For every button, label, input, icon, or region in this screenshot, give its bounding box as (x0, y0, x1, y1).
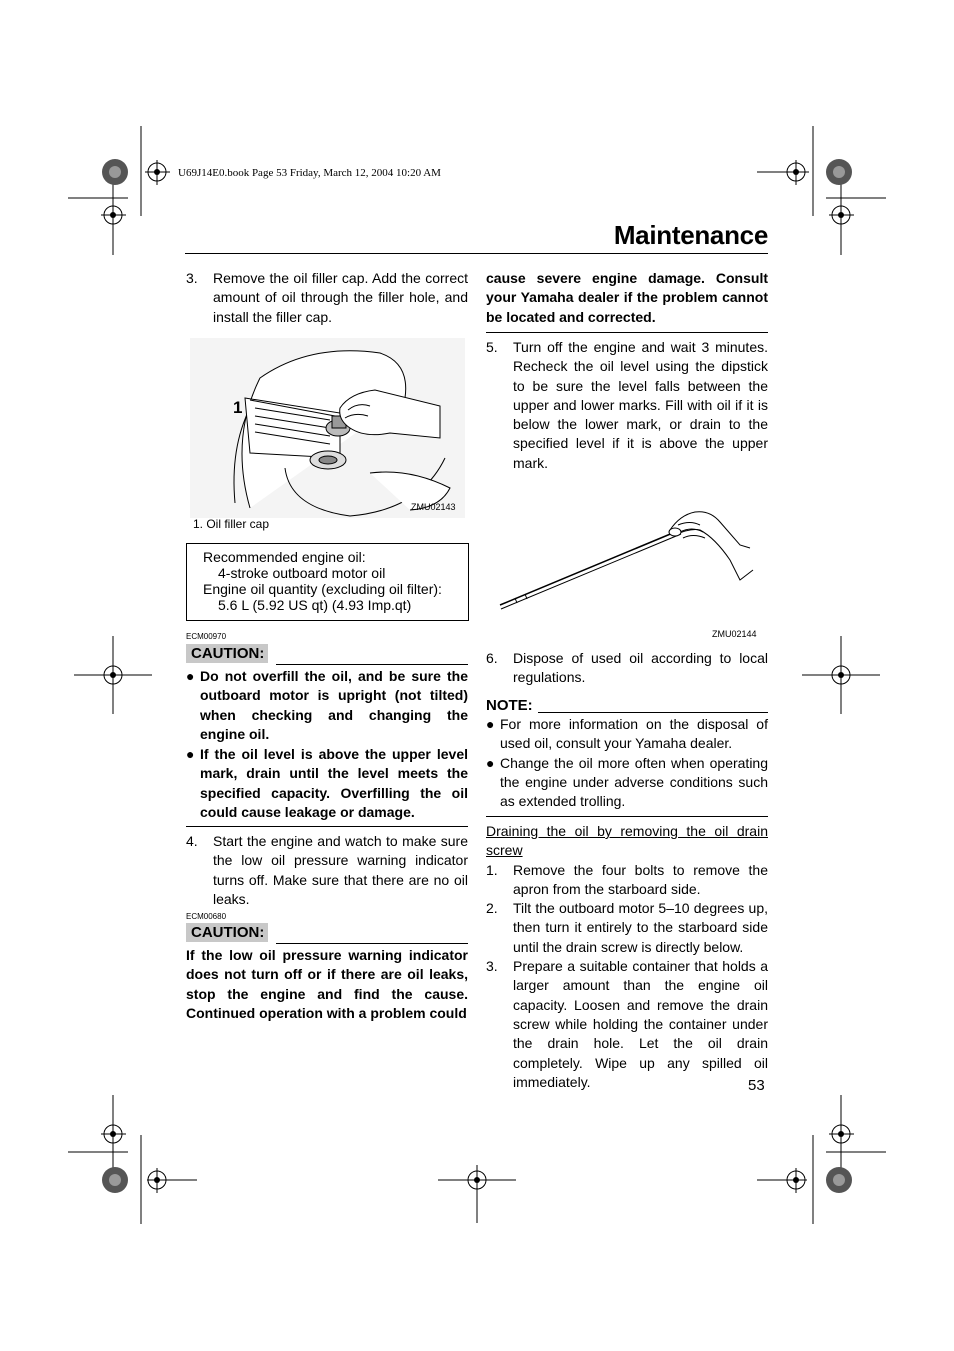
note-rule (538, 712, 768, 713)
step-text: Tilt the outboard motor 5–10 degrees up, then turn it entirely to the starboard side until the drain screw is directly below. (513, 900, 768, 955)
step-number: 1. (486, 861, 498, 878)
bullet-text: Change the oil more often when operating the engine under adverse conditions such as extended trolling. (500, 754, 768, 810)
drain-heading: screw (486, 842, 523, 859)
step-6-wrap (486, 649, 768, 688)
step-number: 5. (486, 339, 498, 355)
step-text: Start the engine and watch to make sure the low oil pressure warning indicator turns off. Make sure that there are no oil leaks. (213, 833, 468, 907)
crop-mark-mid-right (802, 636, 880, 714)
caution-code: ECM00970 (186, 632, 227, 641)
title-rule (185, 253, 768, 254)
step-number: 3. (486, 958, 498, 975)
spec-line: Engine oil quantity (excluding oil filter): (203, 581, 442, 597)
print-meta: U69J14E0.book Page 53 Friday, March 12, 2004 10:20 AM (178, 167, 441, 179)
caution-rule (276, 943, 468, 944)
step-number: 6. (486, 650, 498, 666)
crop-mark-top-right (757, 126, 886, 255)
caution-bullet (186, 745, 468, 822)
bullet-text: If the oil level is above the upper level mark, drain until the level meets the specified capacity. Overfilling the oil could cause leakage or damage. (200, 746, 468, 821)
spec-line: 4-stroke outboard motor oil (218, 565, 386, 581)
drain-step (486, 899, 768, 957)
crop-mark-bottom-right (757, 1095, 886, 1224)
crop-mark-bottom-left (68, 1095, 197, 1224)
figure-code: ZMU02143 (411, 502, 456, 512)
caution-2-body: If the low oil pressure warning indicator does not turn off or if there are oil leaks, stop the engine and find the cause. Continued operation with a problem could (186, 947, 468, 1021)
crop-mark-top-left (68, 126, 170, 255)
figure-code: ZMU02144 (712, 629, 757, 639)
drain-step (486, 957, 768, 1092)
step-number: 3. (186, 270, 198, 286)
step-3 (186, 269, 468, 327)
note-end-rule (486, 816, 768, 817)
drain-heading: Draining the oil by removing the oil drain (486, 823, 768, 839)
caution-end-rule (486, 332, 768, 333)
dipstick-illustration (495, 500, 760, 615)
step-5 (486, 338, 768, 473)
spec-line: Recommended engine oil: (203, 549, 366, 565)
crop-mark-mid-left (74, 636, 152, 714)
step-text: Remove the four bolts to remove the apron from the starboard side. (513, 861, 768, 897)
step-5-wrap (486, 338, 768, 473)
drain-step (486, 861, 768, 900)
crop-mark-bottom-center (438, 1165, 516, 1223)
step-4 (186, 832, 468, 909)
step-text: Remove the oil filler cap. Add the correct amount of oil through the filler hole, and install the filler cap. (213, 270, 468, 325)
left-column (186, 269, 468, 327)
note-body (486, 715, 768, 811)
step-text: Prepare a suitable container that holds a larger amount than the engine oil capacity. Loosen and remove the drain screw while holding the container under the drain hole. Let the oil drain completely. Wipe up any spilled oil immediately. (513, 958, 768, 1090)
step-4-wrap (186, 832, 468, 909)
note-label: NOTE: (486, 697, 533, 714)
oil-filler-cap-illustration (190, 338, 465, 518)
step-6 (486, 649, 768, 688)
page-title: Maintenance (613, 220, 768, 250)
step-number: 2. (486, 900, 498, 917)
step-text: Dispose of used oil according to local regulations. (513, 650, 768, 686)
figure-callout-1: 1 (233, 398, 243, 417)
caution-label: CAUTION: (186, 644, 268, 663)
caution-1-body (186, 667, 468, 822)
bullet-text: For more information on the disposal of used oil, consult your Yamaha dealer. (500, 716, 768, 752)
note-bullet (486, 754, 768, 812)
caution-code: ECM00680 (186, 912, 227, 921)
bullet-text: Do not overfill the oil, and be sure the outboard motor is upright (not tilted) when checking and changing the engine oil. (200, 668, 468, 742)
caution-end-rule (186, 826, 468, 827)
step-text: Turn off the engine and wait 3 minutes. Recheck the oil level using the dipstick to be sure the level falls between the upper and lower marks. Fill with oil if it is below the lower mark, or drain to the specified level if it is above the upper mark. (513, 339, 768, 471)
caution-bullet (186, 667, 468, 744)
caution-label: CAUTION: (186, 923, 268, 942)
bullet-dot-icon: ● (186, 746, 195, 763)
oil-spec-box (186, 543, 469, 621)
caution-rule (276, 664, 468, 665)
step-number: 4. (186, 833, 198, 849)
note-bullet (486, 715, 768, 754)
bullet-dot-icon: ● (486, 716, 495, 732)
drain-section (486, 822, 768, 1092)
bullet-dot-icon: ● (186, 668, 195, 684)
page-number: 53 (748, 1077, 765, 1094)
spec-line: 5.6 L (5.92 US qt) (4.93 Imp.qt) (218, 597, 412, 613)
bullet-dot-icon: ● (486, 754, 495, 771)
caution-2-continued: cause severe engine damage. Consult your Yamaha dealer if the problem cannot be located and corrected. (486, 270, 768, 325)
figure-caption: 1. Oil filler cap (193, 517, 270, 531)
